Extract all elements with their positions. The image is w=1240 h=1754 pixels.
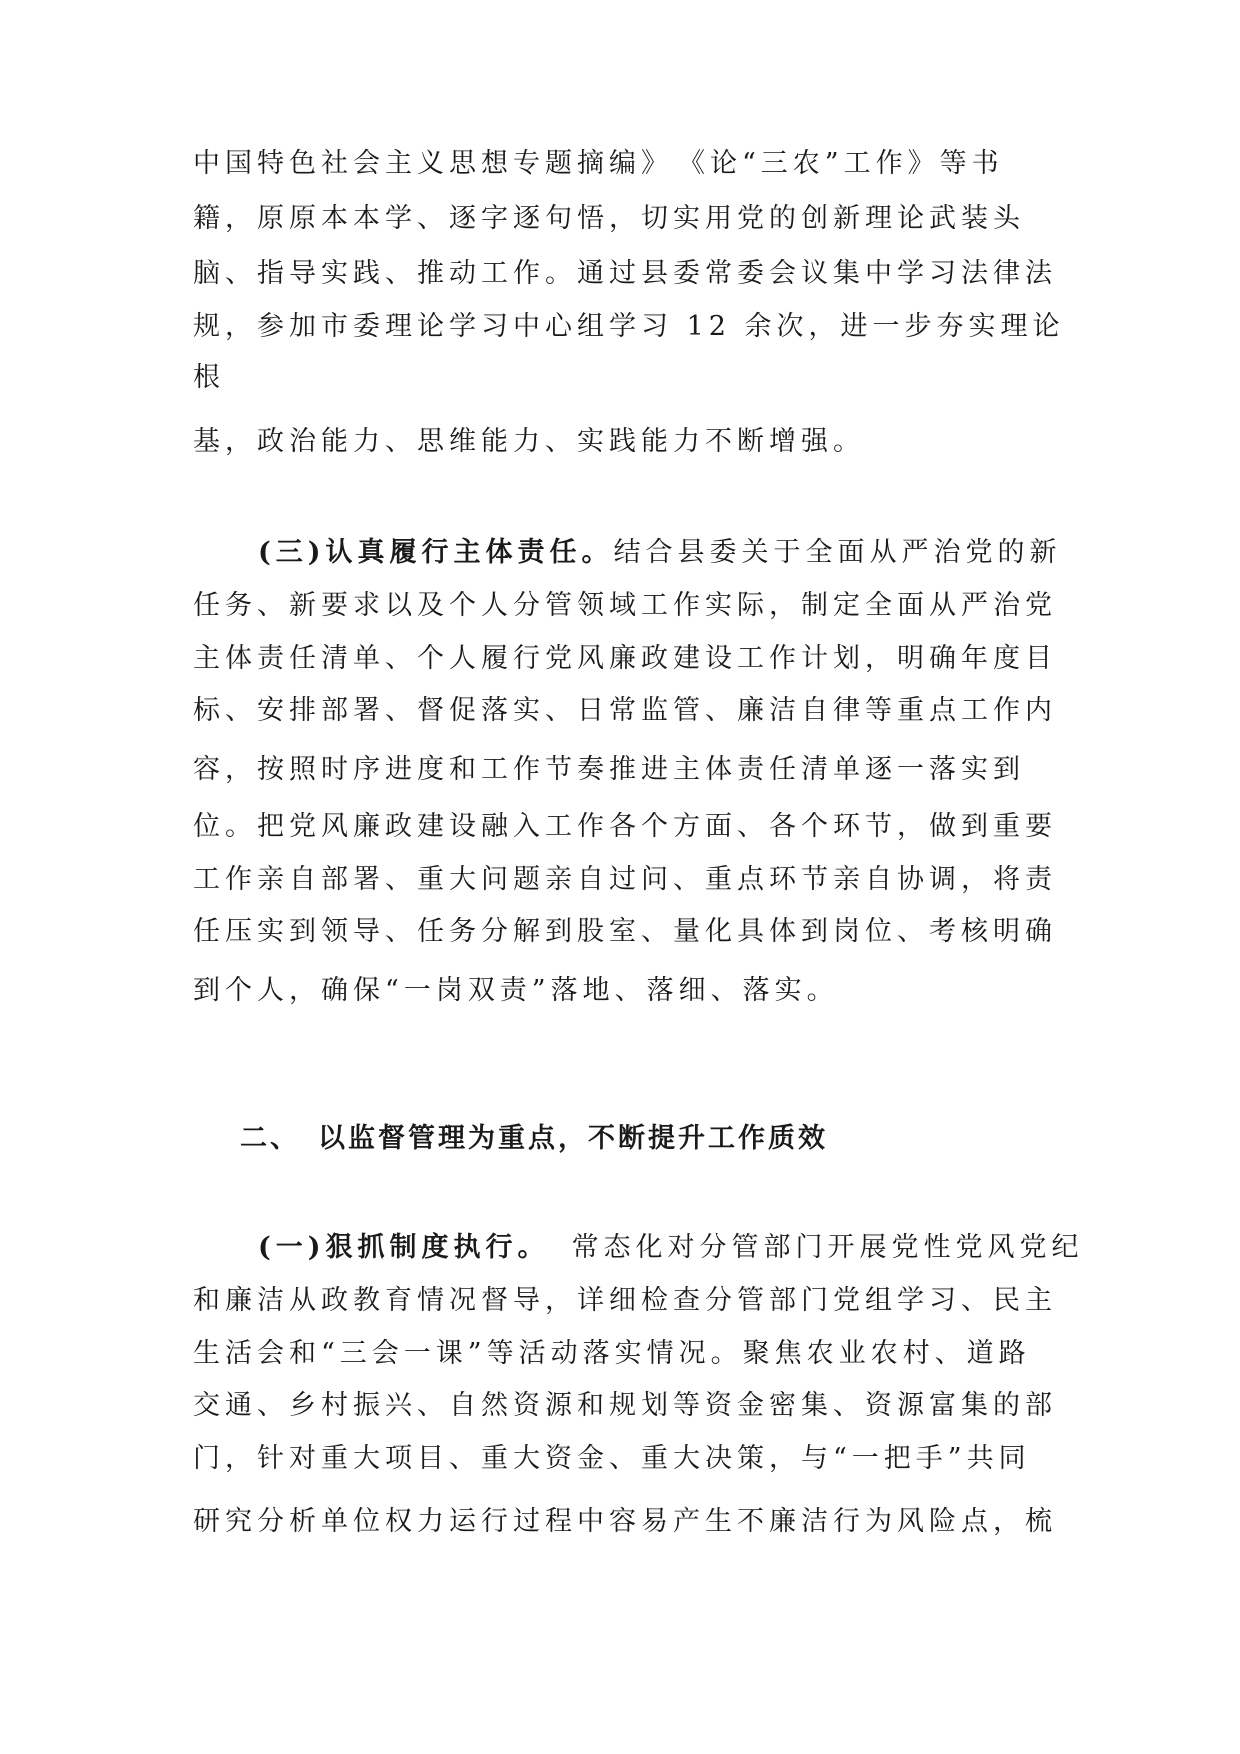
paragraph-line: 任务、新要求以及个人分管领域工作实际，制定全面从严治党 bbox=[193, 590, 1057, 621]
paragraph-line: 位。把党风廉政建设融入工作各个方面、各个环节，做到重要 bbox=[193, 811, 1057, 842]
paragraph-line: 生活会和“三会一课”等活动落实情况。聚焦农业农村、道路 bbox=[193, 1338, 1031, 1369]
paragraph-line: 工作亲自部署、重大问题亲自过问、重点环节亲自协调，将责 bbox=[193, 864, 1057, 895]
section-heading: 以监督管理为重点，不断提升工作质效 bbox=[318, 1123, 828, 1154]
paragraph-line: 籍，原原本本学、逐字逐句悟，切实用党的创新理论武装头 bbox=[193, 203, 1025, 234]
paragraph-line: 规，参加市委理论学习中心组学习 12 余次，进一步夯实理论 bbox=[193, 311, 1065, 342]
paragraph-line: 主体责任清单、个人履行党风廉政建设工作计划，明确年度目 bbox=[193, 643, 1057, 674]
paragraph-line: 交通、乡村振兴、自然资源和规划等资金密集、资源富集的部 bbox=[193, 1390, 1057, 1421]
paragraph-line: 和廉洁从政教育情况督导，详细检查分管部门党组学习、民主 bbox=[193, 1285, 1057, 1316]
paragraph-line: 门，针对重大项目、重大资金、重大决策，与“一把手”共同 bbox=[193, 1443, 1031, 1474]
subsection-lead-text: 常态化对分管部门开展党性党风党纪 bbox=[571, 1232, 1084, 1263]
paragraph-line: 标、安排部署、督促落实、日常监管、廉洁自律等重点工作内 bbox=[193, 695, 1057, 726]
subsection-first-line bbox=[258, 1234, 1084, 1261]
paragraph-line: 任压实到领导、任务分解到股室、量化具体到岗位、考核明确 bbox=[193, 916, 1057, 947]
subsection-title: (三)认真履行主体责任。 bbox=[258, 537, 614, 568]
section-heading-number: 二、 bbox=[240, 1123, 300, 1154]
paragraph-line: 根 bbox=[193, 362, 225, 393]
paragraph-line: 研究分析单位权力运行过程中容易产生不廉洁行为风险点，梳 bbox=[193, 1506, 1057, 1537]
subsection-title: (一)狠抓制度执行。 bbox=[258, 1232, 550, 1263]
subsection-lead-text: 结合县委关于全面从严治党的新 bbox=[613, 537, 1062, 568]
paragraph-line: 到个人，确保“一岗双责”落地、落细、落实。 bbox=[193, 975, 839, 1006]
paragraph-line: 脑、指导实践、推动工作。通过县委常委会议集中学习法律法 bbox=[193, 258, 1057, 289]
paragraph-line: 中国特色社会主义思想专题摘编》 《论“三农”工作》等书 bbox=[193, 148, 1004, 179]
subsection-first-line bbox=[258, 539, 1062, 566]
paragraph-line: 容，按照时序进度和工作节奏推进主体责任清单逐一落实到 bbox=[193, 754, 1025, 785]
paragraph-line: 基，政治能力、思维能力、实践能力不断增强。 bbox=[193, 426, 865, 457]
